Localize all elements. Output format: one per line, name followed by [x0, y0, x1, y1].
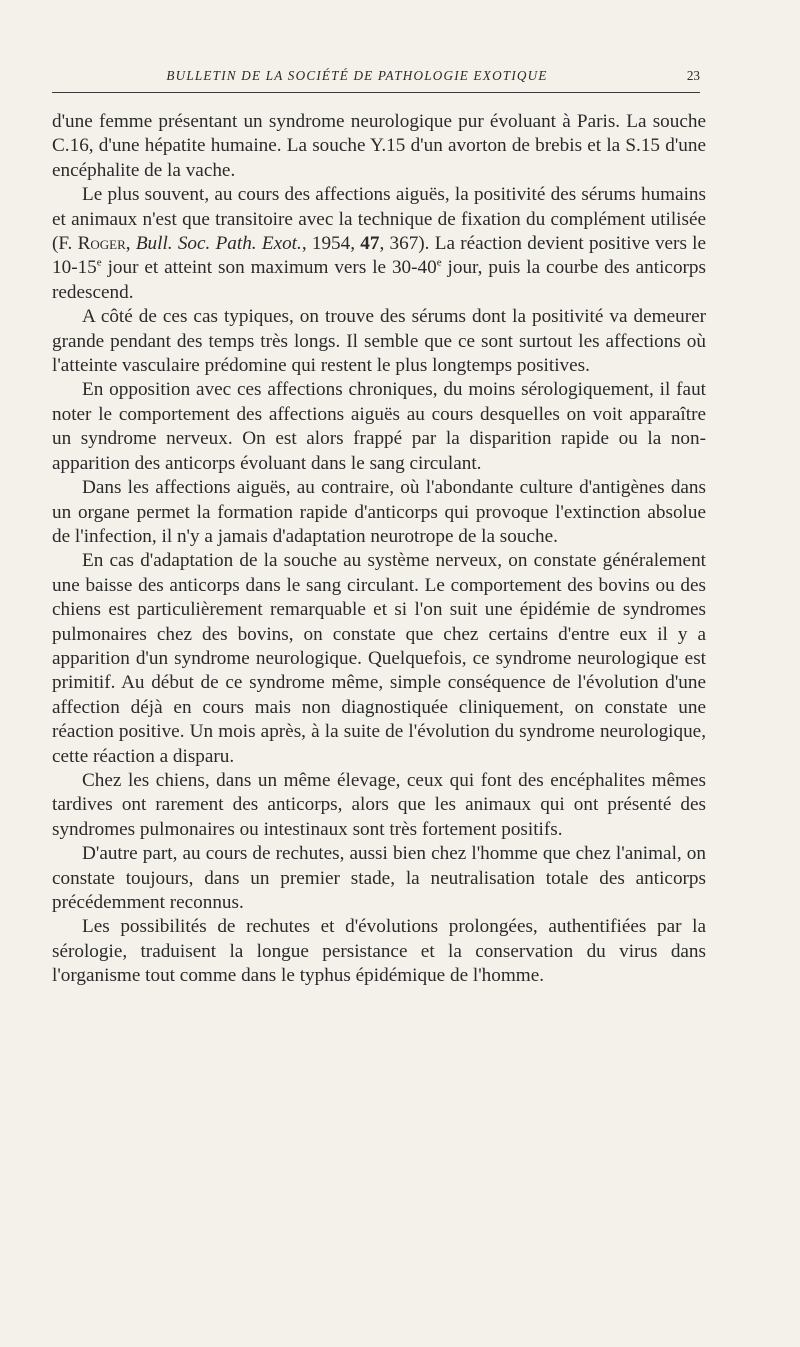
citation-volume: 47 [360, 233, 380, 255]
paragraph-7: Chez les chiens, dans un même élevage, ceux qui font des encéphalites mêmes tardives ont rarement des anticorps, alors que les animaux qui ont présenté des syndromes pulmonaires ou intestinaux sont très fortement positifs. [52, 769, 706, 840]
citation-author: Roger [77, 233, 126, 255]
paragraph-8: D'autre part, au cours de rechutes, aussi bien chez l'homme que chez l'animal, on constate toujours, dans un premier stade, la neutralisation totale des anticorps précédemment reconnus. [52, 843, 706, 913]
p2-end: jour, puis la courbe des anticorps redescend. [52, 257, 706, 303]
paragraph-3: A côté de ces cas typiques, on trouve des sérums dont la positivité va demeurer grande pendant des temps très longs. Il semble que ce sont surtout les affections où l'atteinte vasculaire prédomine qui restent le plus longtemps positives. [52, 306, 706, 377]
running-head: BULLETIN DE LA SOCIÉTÉ DE PATHOLOGIE EXOTIQUE [166, 68, 548, 83]
paragraph-4: En opposition avec ces affections chroniques, du moins sérologiquement, il faut noter le comportement des affections aiguës au cours desquelles on voit apparaître un syndrome nerveux. On est alors frappé par la disparition rapide ou la non-apparition des anticorps évoluant dans le sang circulant. [52, 379, 706, 474]
article-body [52, 110, 706, 989]
p2-after-volume: , 367). La réaction devient positive vers le 10-15 [52, 233, 707, 279]
p2-middle: jour et atteint son maximum vers le 30-40 [101, 257, 437, 279]
p2-text-before-author: Le plus souvent, au cours des affections aiguës, la positivité des sérums humains et animaux n'est que transitoire avec la technique de fixation du complément utilisée (F. [52, 184, 706, 255]
paragraph-5: Dans les affections aiguës, au contraire, où l'abondante culture d'antigènes dans un organe permet la formation rapide d'anticorps qui provoque l'extinction absolue de l'infection, il n'y a jamais d'adaptation neurotrope de la souche. [52, 477, 706, 547]
page-header [52, 68, 700, 93]
p2-sep-1: , [125, 233, 136, 255]
citation-journal: Bull. Soc. Path. Exot. [135, 233, 302, 255]
paragraph-1: d'une femme présentant un syndrome neurologique pur évoluant à Paris. La souche C.16, d'une hépatite humaine. La souche Y.15 d'un avorton de brebis et la S.15 d'une encéphalite de la vache. [52, 111, 706, 181]
paragraph-9: Les possibilités de rechutes et d'évolutions prolongées, authentifiées par la sérologie, traduisent la longue persistance et la conservation du virus dans l'organisme tout comme dans le typhus épidémique de l'homme. [52, 916, 706, 987]
paragraph-2 [52, 183, 706, 305]
page-number: 23 [686, 68, 700, 83]
paragraph-6: En cas d'adaptation de la souche au système nerveux, on constate généralement une baisse des anticorps dans le sang circulant. Le comportement des bovins ou des chiens est particulièrement remarquable et si l'on suit une épidémie de syndromes pulmonaires chez des bovins, on constate que chez certains d'entre eux il y a apparition d'un syndrome neurologique. Quelquefois, ce syndrome neurologique est primitif. Au début de ce syndrome même, simple conséquence de l'évolution d'une affection déjà en cours mais non diagnostiquée cliniquement, on constate une réaction positive. Un mois après, à la suite de l'évolution du syndrome neurologique, cette réaction a disparu. [52, 550, 706, 767]
superscript-e-2: e [436, 257, 442, 270]
superscript-e-1: e [96, 257, 102, 270]
p2-sep-2: , 1954, [301, 233, 361, 255]
